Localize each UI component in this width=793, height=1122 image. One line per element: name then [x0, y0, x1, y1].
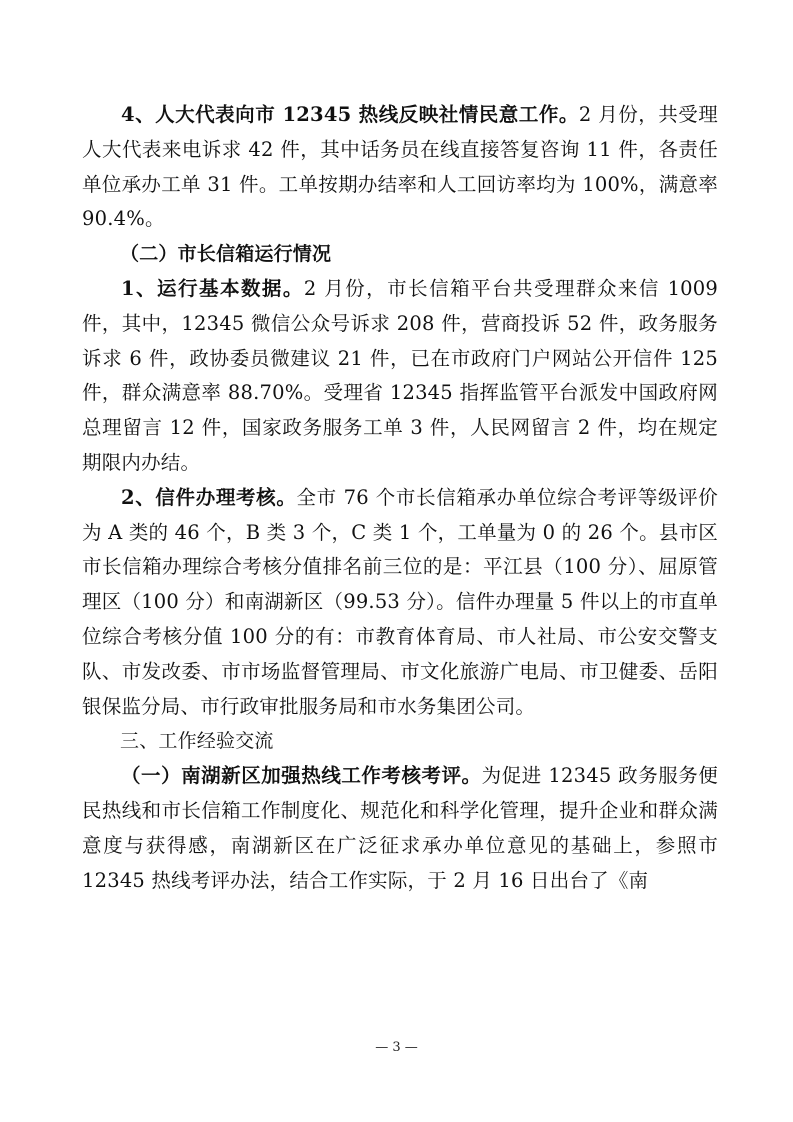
- paragraph-text: 2 月份，市长信箱平台共受理群众来信 1009 件，其中，12345 微信公众号诉求 208 件，营商投诉 52 件，政务服务诉求 6 件，政协委员微建议 21 件，已在市政府门户网站公开信件 125 件，群众满意率 88.70%。受理省 12345 指挥监管平台派发中国政府网总理留言 12 件，国家政务服务工单 3 件，人民网留言 2 件，均在规定期限内办结。: [82, 276, 718, 474]
- paragraph-text: 2 月份，共受理人大代表来电诉求 42 件，其中话务员在线直接答复咨询 11 件，各责任单位承办工单 31 件。工单按期办结率和人工回访率均为 100%，满意率 90.4%。: [82, 103, 718, 231]
- paragraph-letter-assessment: [82, 481, 718, 725]
- page-number: — 3 —: [375, 1040, 418, 1055]
- paragraph-nanhu-assessment: [82, 759, 718, 898]
- paragraph-text: 全市 76 个市长信箱承办单位综合考评等级评价为 A 类的 46 个，B 类 3 个，C 类 1 个，工单量为 0 的 26 个。县市区市长信箱办理综合考核分值排名前三位的是：平江县（100 分）、屈原管理区（100 分）和南湖新区（99.53 分）。信件办理量 5 件以上的市直单位综合考核分值 100 分的有：市教育体育局、市人社局、市公安交警支队、市发改委、市市场监督管理局、市文化旅游广电局、市卫健委、岳阳银保监分局、市行政审批服务局和市水务集团公司。: [82, 485, 718, 718]
- section-heading-experience: 三、工作经验交流: [120, 730, 274, 753]
- paragraph-lead: （一）南湖新区加强热线工作考核考评。: [121, 764, 482, 788]
- document-body: [82, 98, 718, 898]
- section-heading-mayor-mailbox: （二）市长信箱运行情况: [120, 243, 332, 266]
- paragraph-lead: 4、人大代表向市 12345 热线反映社情民意工作。: [121, 103, 579, 126]
- paragraph-lead: 2、信件办理考核。: [121, 485, 297, 509]
- paragraph-lead: 1、运行基本数据。: [121, 276, 304, 300]
- paragraph-text: 为促进 12345 政务服务便民热线和市长信箱工作制度化、规范化和科学化管理，提升企业和群众满意度与获得感，南湖新区在广泛征求承办单位意见的基础上，参照市 12345 热线考评办法，结合工作实际，于 2 月 16 日出台了《南: [82, 764, 718, 892]
- paragraph-basic-data: [82, 272, 718, 481]
- paragraph-npc-hotline: [82, 98, 718, 237]
